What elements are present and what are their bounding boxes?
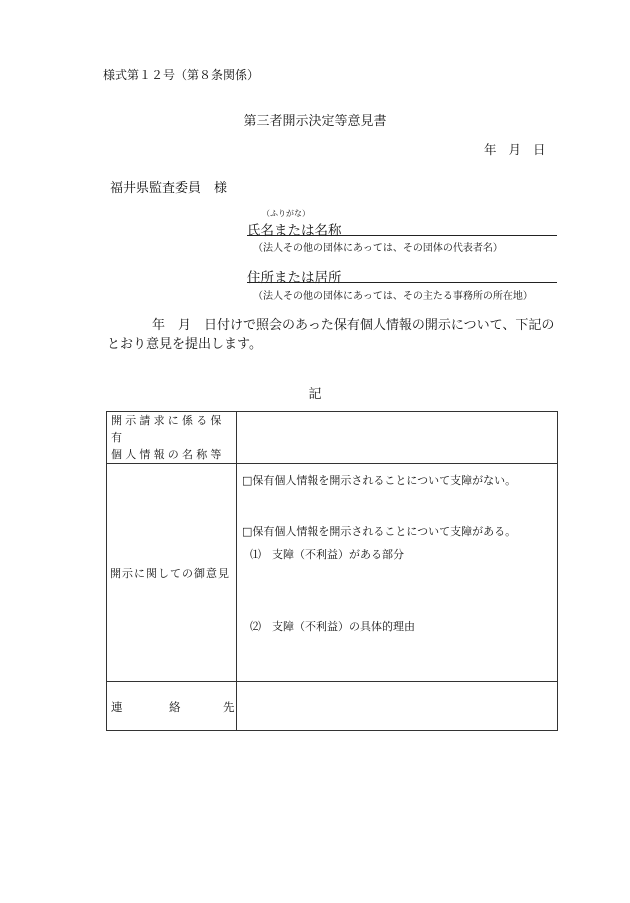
table-row [107, 464, 558, 682]
contact-char-1: 連 [111, 700, 123, 714]
addressee: 福井県監査委員 様 [110, 181, 228, 196]
address-note: （法人その他の団体にあっては、その主たる事務所の所在地） [253, 291, 533, 302]
address-underline[interactable] [247, 282, 557, 283]
body-line-1: 年 月 日付けで照会のあった保有個人情報の開示について、下記の [152, 318, 555, 333]
option-no-issue-checkbox[interactable]: □保有個人情報を開示されることについて支障がない。 [242, 474, 517, 487]
info-name-label-line2: 個人情報の名称等 [111, 448, 225, 461]
sub-item-specific-reason: ⑵ 支障（不利益）の具体的理由 [250, 620, 415, 633]
date-day: 日 [533, 142, 546, 157]
document-title: 第三者開示決定等意見書 [243, 114, 387, 129]
name-label: 氏名または名称 [247, 223, 342, 239]
info-name-label [107, 412, 237, 464]
name-underline[interactable] [247, 235, 557, 236]
date-year: 年 [484, 142, 497, 157]
form-number: 様式第１２号（第８条関係） [103, 68, 260, 82]
contact-char-3: 先 [223, 700, 235, 714]
opinion-field[interactable] [237, 464, 558, 682]
date-month: 月 [508, 142, 522, 157]
body-line-2: とおり意見を提出します。 [107, 337, 262, 352]
contact-label [107, 682, 237, 731]
option-issue-checkbox[interactable]: □保有個人情報を開示されることについて支障がある。 [242, 525, 517, 538]
info-name-field[interactable] [237, 412, 558, 464]
contact-char-2: 絡 [169, 700, 181, 714]
opinion-table [106, 411, 558, 731]
contact-field[interactable] [237, 682, 558, 731]
date-line [484, 140, 546, 158]
name-note: （法人その他の団体にあっては、その団体の代表者名） [253, 243, 503, 254]
sub-item-affected-part: ⑴ 支障（不利益）がある部分 [250, 548, 404, 561]
ki-heading: 記 [308, 387, 322, 402]
body-paragraph [107, 316, 559, 354]
furigana-label: （ふりがな） [262, 209, 310, 218]
table-row [107, 682, 558, 731]
address-label: 住所または居所 [247, 270, 342, 286]
opinion-label: 開示に関しての御意見 [107, 464, 237, 682]
info-name-label-line1: 開示請求に係る保有 [111, 414, 225, 444]
table-row [107, 412, 558, 464]
